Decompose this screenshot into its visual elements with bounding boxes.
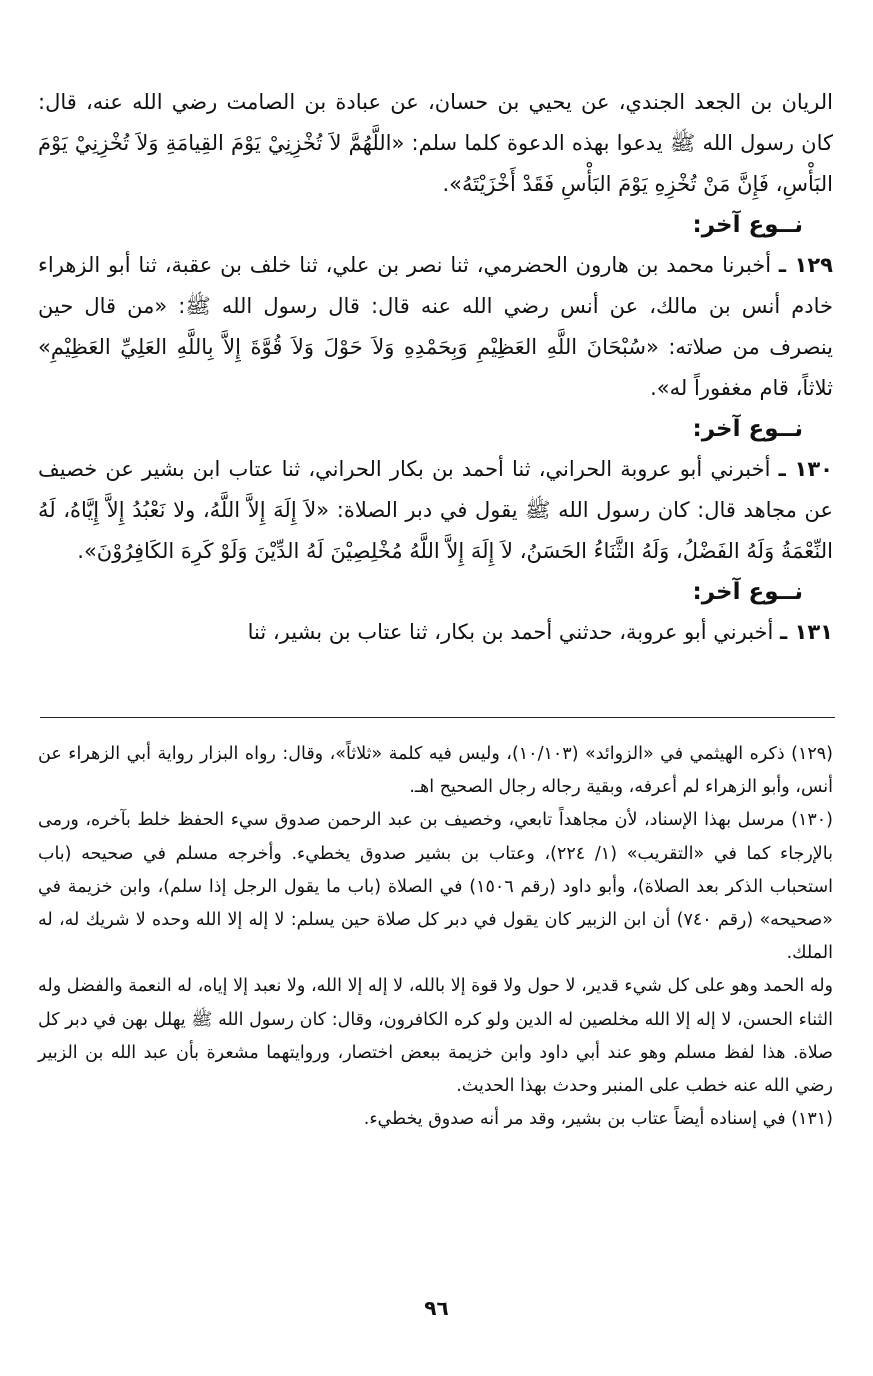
hadith-130	[38, 449, 833, 572]
hadith-text-130: أخبرني أبو عروبة الحراني، ثنا أحمد بن بكار الحراني، ثنا عتاب ابن بشير عن خصيف عن مجاهد قال: كان رسول الله ﷺ يقول في دبر الصلاة: «لاَ إِلَهَ إِلاَّ اللَّهُ، ولا نَعْبُدُ إِلاَّ إِيَّاهُ، لَهُ النِّعْمَةُ وَلَهُ الفَضْلُ، وَلَهُ الثَّنَاءُ الحَسَنُ، لاَ إِلَهَ إِلاَّ اللَّهُ مُخْلِصِيْنَ لَهُ الدِّيْنَ وَلَوْ كَرِهَ الكَافِرُوْنَ».	[38, 457, 833, 563]
main-text	[38, 82, 833, 653]
hadith-number-129: ١٢٩ ـ	[778, 253, 833, 277]
hadith-number-130: ١٣٠ ـ	[778, 457, 833, 481]
hadith-number-131: ١٣١ ـ	[780, 620, 833, 644]
page-number: ٩٦	[424, 1296, 449, 1320]
footnotes	[38, 738, 833, 1136]
footnote-divider	[40, 717, 835, 718]
footnote-130-part-2: وله الحمد وهو على كل شيء قدير، لا حول ولا قوة إلا بالله، لا إله إلا الله، ولا نعبد إلا إياه، له النعمة والفضل وله الثناء الحسن، لا إله إلا الله مخلصين له الدين ولو كره الكافرون، وقال: كان رسول الله ﷺ يهلل بهن في دبر كل صلاة. هذا لفظ مسلم وهو عند أبي داود وابن خزيمة ببعض اختصار، وروايتهما مشعرة بأن عبد الله بن الزبير رضي الله عنه خطب على المنبر وحدث بهذا الحديث.	[38, 976, 833, 1097]
footnote-129: (١٢٩) ذكره الهيثمي في «الزوائد» (١٠/١٠٣)، وليس فيه كلمة «ثلاثاً»، وقال: رواه البزار رواية أبي الزهراء عن أنس، وأبو الزهراء لم أعرفه، وبقية رجاله رجال الصحيح اهـ.	[38, 744, 833, 798]
hadith-text-131: أخبرني أبو عروبة، حدثني أحمد بن بكار، ثنا عتاب بن بشير، ثنا	[247, 620, 774, 644]
hadith-text-129: أخبرنا محمد بن هارون الحضرمي، ثنا نصر بن علي، ثنا خلف بن عقبة، ثنا أبو الزهراء خادم أنس بن مالك، عن أنس رضي الله عنه قال: قال رسول الله ﷺ: «من قال حين ينصرف من صلاته: «سُبْحَانَ اللَّهِ العَظِيْمِ وَبِحَمْدِهِ وَلاَ حَوْلَ وَلاَ قُوَّةَ إِلاَّ بِاللَّهِ العَلِيِّ العَظِيْمِ» ثلاثاً، قام مغفوراً له».	[38, 253, 833, 400]
footnote-131: (١٣١) في إسناده أيضاً عتاب بن بشير، وقد مر أنه صدوق يخطيء.	[363, 1109, 833, 1130]
hadith-129	[38, 245, 833, 409]
intro-paragraph: الريان بن الجعد الجندي، عن يحيي بن حسان، عن عبادة بن الصامت رضي الله عنه، قال: كان رسول الله ﷺ يدعوا بهذه الدعوة كلما سلم: «اللَّهُمَّ لاَ تُخْزِنِيْ يَوْمَ القِيامَةِ وَلاَ تُخْزِنِيْ يَوْمَ البَأْسِ، فَإِنَّ مَنْ تُخْزِهِ يَوْمَ البَأْسِ فَقَدْ أَخْزَيْتَهُ».	[38, 90, 833, 196]
footnote-130-part-1: (١٣٠) مرسل بهذا الإسناد، لأن مجاهداً تابعي، وخصيف بن عبد الرحمن صدوق سيء الحفظ خلط بآخره، ورمى بالإرجاء كما في «التقريب» (١/ ٢٢٤)، وعتاب بن بشير صدوق يخطيء. وأخرجه مسلم في صحيحه (باب استحباب الذكر بعد الصلاة)، وأبو داود (رقم ١٥٠٦) في الصلاة (باب ما يقول الرجل إذا سلم)، وابن خزيمة في «صحيحه» (رقم ٧٤٠) أن ابن الزبير كان يقول في دبر كل صلاة حين يسلم: لا إله إلا الله وحده لا شريك له، له الملك.	[38, 810, 834, 964]
section-heading-2: نــوع آخر:	[692, 416, 803, 442]
hadith-131	[38, 612, 833, 653]
section-heading-1: نــوع آخر:	[692, 212, 803, 238]
section-heading-3: نــوع آخر:	[692, 579, 803, 605]
